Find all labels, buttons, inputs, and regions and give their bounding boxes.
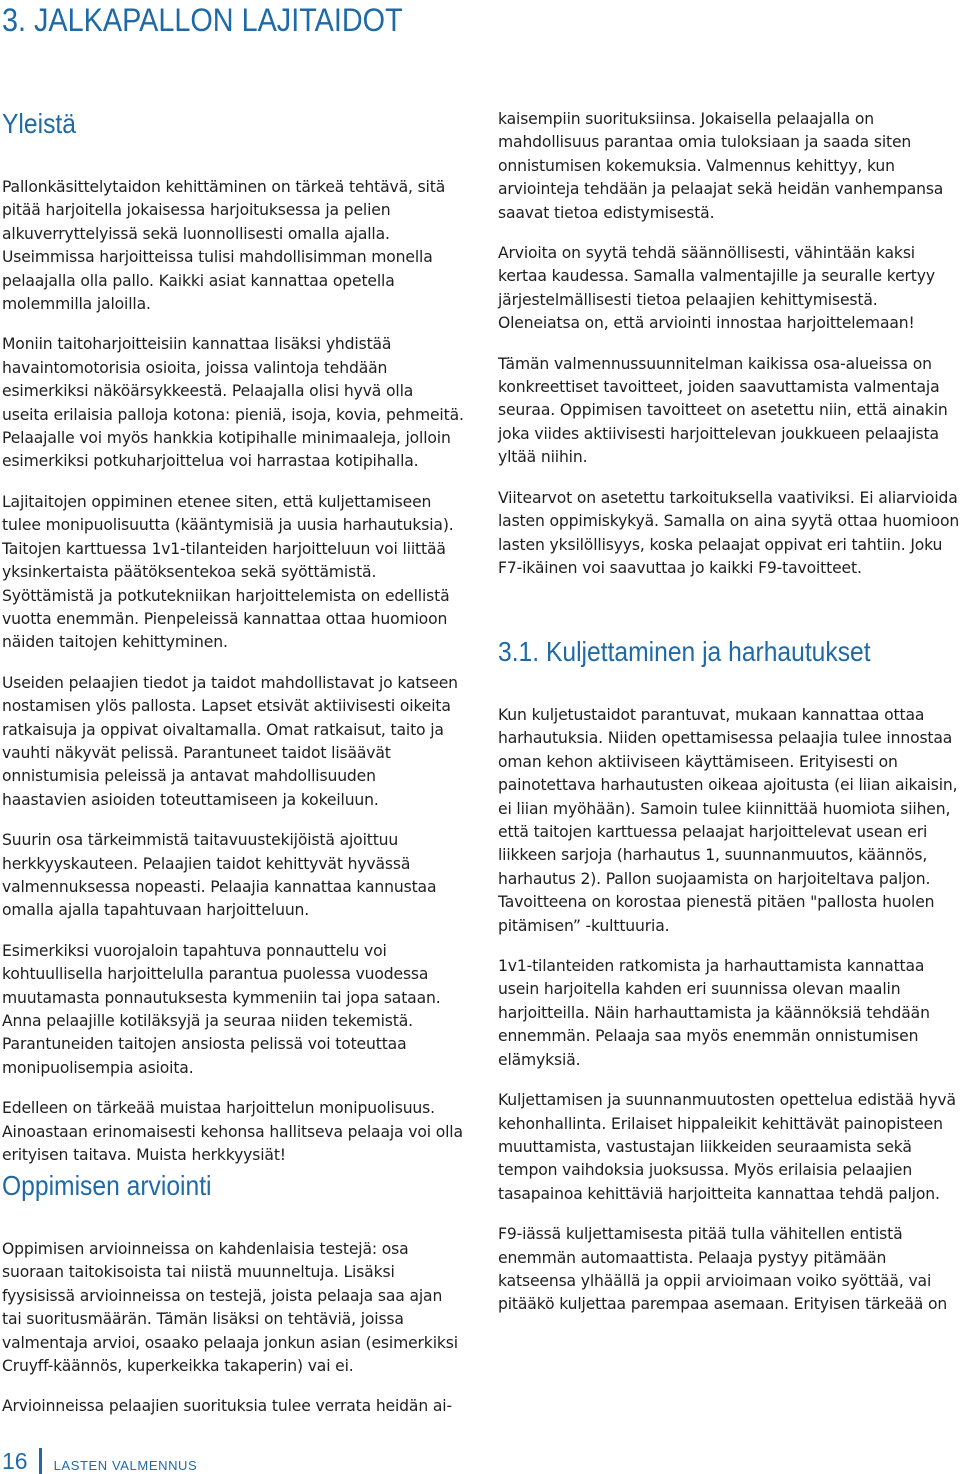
paragraph: Useiden pelaajien tiedot ja taidot mahdollistavat jo katseen nostamisen ylös pallosta. Lapset etsivät aktiivisesti oikeita ratkaisuja ja oppivat oivaltamalla. Omat ratkaisut, taito ja vauhti näkyvät pelissä. Parantuneet taidot lisäävät onnistumisia peleissä ja antavat mahdollisuuden haastavien asioiden toteuttamiseen ja kokeiluun. [2,673,458,809]
paragraph: Suurin osa tärkeimmistä taitavuustekijöistä ajoittuu herkkyyskauteen. Pelaajien taidot kehittyvät hyvässä valmennuksessa nopeasti. Pelaajia kannattaa kannustaa omalla ajalla tapahtuvaan harjoitteluun. [2,831,437,920]
paragraph: Kuljettamisen ja suunnanmuutosten opettelua edistää hyvä kehonhallinta. Erilaiset hippaleikit kehittävät painopisteen muuttamista, vastustajan liikkeiden seuraamista sekä tempon vaihdoksia juoksussa. Myös erilaisia pelaajien tasapainoa kehittäviä harjoitteita kannattaa tehdä paljon. [498,1091,956,1203]
paragraph: Lajitaitojen oppiminen etenee siten, että kuljettamiseen tulee monipuolisuutta (kääntymisiä ja uusia harhautuksia). Taitojen karttuessa 1v1-tilanteiden harjoitteluun voi liittää yksinkertaista päätöksentekoa sekä syöttämistä. Syöttämistä ja potkutekniikan harjoittelemista on edellistä vuotta enemmän. Pienpeleissä kannattaa ottaa huomioon näiden taitojen kehittyminen. [2,492,454,652]
paragraph: Moniin taitoharjoitteisiin kannattaa lisäksi yhdistää havaintomotorisia osioita, joissa valintoja tehdään esimerkiksi näköärsykkeestä. Pelaajalla olisi hyvä olla useita erilaisia palloja kotona: pieniä, isoja, kovia, pehmeitä. Pelaajalle voi myös hankkia kotipihalle minimaaleja, jolloin esimerkiksi potkuharjoittelua voi harrastaa kotipihalla. [2,335,464,471]
paragraph: Pallonkäsittelytaidon kehittäminen on tärkeä tehtävä, sitä pitää harjoitella jokaisessa harjoituksessa ja pelien alkuverryttelyissä sekä luonnollisesti omalla ajalla. Useimmissa harjoitteissa tulisi mahdollisimman monella pelaajalla olla pallo. Kaikki asiat kannattaa opetella molemmilla jaloilla. [2,178,446,314]
paragraph: Kun kuljetustaidot parantuvat, mukaan kannattaa ottaa harhautuksia. Niiden opettamisessa pelaajia tulee innostaa oman kehon aktiiviseen käyttämiseen. Erityisesti on painotettava harhautusten oikeaa ajoitusta (ei liian aikaisin, ei liian myöhään). Samoin tulee kiinnittää huomiota siihen, että taitojen karttuessa pelaajat harjoittelevat usean eri liikkeen sarjoja (harhautus 1, suunnanmuutos, käännös, harhautus 2). Pallon suojaamista on harjoiteltava paljon. Tavoitteena on korostaa pienestä pitäen "pallosta huolen pitämisen” -kulttuuria. [498,706,958,935]
section-heading-yleista: Yleistä [2,108,76,139]
section-heading-oppimisen-arviointi: Oppimisen arviointi [2,1170,212,1201]
paragraph: F9-iässä kuljettamisesta pitää tulla vähitellen entistä enemmän automaattista. Pelaaja pystyy pitämään katseensa ylhäällä ja oppii arvioimaan voiko syöttää, vai pitääkö kuljettaa parempaa asemaan. Erityisen tärkeää on [498,1225,948,1314]
paragraph: Oppimisen arvioinneissa on kahdenlaisia testejä: osa suoraan taitokisoista tai niistä muunneltuja. Lisäksi fyysisissä arvioinneissa on testejä, joista pelaaja saa ajan tai suoritusmäärän. Tämän lisäksi on tehtäviä, joissa valmentaja arvioi, osaako pelaaja jonkun asian (esimerkiksi Cruyff-käännös, kuperkeikka takaperin) vai ei. [2,1240,458,1376]
paragraph: Viitearvot on asetettu tarkoituksella vaativiksi. Ei aliarvioida lasten oppimiskykyä. Samalla on aina syytä ottaa huomioon lasten yksilöllisyys, koska pelaajat oppivat eri tahtiin. Joku F7-ikäinen voi saavuttaa jo kaikki F9-tavoitteet. [498,488,960,577]
right-column [498,108,960,580]
paragraph: Edelleen on tärkeää muistaa harjoittelun monipuolisuus. Ainoastaan erinomaisesti kehonsa hallitseva pelaaja voi olla erityisen taitava. Muista herkkyysiät! [2,1099,463,1165]
left-column-lower [2,1238,464,1419]
page-number: 16 [2,1448,28,1474]
footer-divider [39,1448,42,1474]
paragraph: Esimerkiksi vuorojaloin tapahtuva ponnauttelu voi kohtuullisella harjoittelulla parantua puolessa vuodessa muutamasta ponnautuksesta kymmeniin tai jopa sataan. Anna pelaajille kotiläksyjä ja seuraa niiden tekemistä. Parantuneiden taitojen ansiosta pelissä voi toteuttaa monipuolisempia asioita. [2,941,441,1077]
paragraph: 1v1-tilanteiden ratkomista ja harhauttamista kannattaa usein harjoitella kahden eri suunnissa olevan maalin harjoitteilla. Näin harhauttamista ja käännöksiä tehdään ennemmän. Pelaaja saa myös enemmän onnistumisen elämyksiä. [498,957,930,1069]
right-column-lower [498,704,960,1317]
paragraph: Arvioinneissa pelaajien suorituksia tulee verrata heidän ai- [2,1397,452,1416]
section-heading-kuljettaminen: 3.1. Kuljettaminen ja harhautukset [498,636,871,667]
footer-brand: LASTEN VALMENNUS [53,1458,198,1473]
paragraph: Tämän valmennussuunnitelman kaikissa osa-alueissa on konkreettiset tavoitteet, joiden saavuttamista valmentaja seuraa. Oppimisen tavoitteet on asetettu niin, että ainakin joka viides aktiivisesti harjoittelevan joukkueen pelaajista yltää niihin. [498,354,948,467]
paragraph: Arvioita on syytä tehdä säännöllisesti, vähintään kaksi kertaa kaudessa. Samalla valmentajille ja seuralle kertyy järjestelmällisesti tietoa pelaajien kehittymisestä. Oleneiatsa on, että arviointi innostaa harjoittelemaan! [498,244,935,333]
left-column [2,176,464,1167]
paragraph: kaisempiin suorituksiinsa. Jokaisella pelaajalla on mahdollisuus parantaa omia tuloksiaan ja saada siten onnistumisen kokemuksia. Valmennus kehittyy, kun arviointeja tehdään ja pelaajat sekä heidän vanhempansa saavat tietoa edistymisestä. [498,110,944,222]
page-title: 3. JALKAPALLON LAJITAIDOT [2,2,403,38]
page-footer [2,1444,197,1474]
